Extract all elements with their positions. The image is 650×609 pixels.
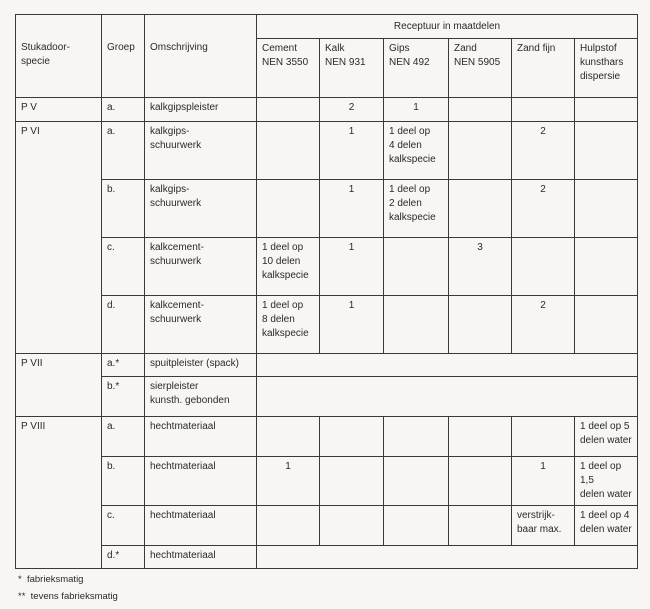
sand-fine-cell: verstrijk- baar max.	[512, 506, 575, 546]
sand-cell	[449, 506, 512, 546]
lime-cell: 1	[320, 238, 384, 296]
table-row	[16, 180, 638, 238]
description-cell: hechtmateriaal	[145, 506, 257, 546]
cement-cell: 1	[257, 457, 320, 506]
description-cell: spuitpleister (spack)	[145, 354, 257, 377]
sand-cell	[449, 98, 512, 122]
gypsum-cell	[384, 296, 449, 354]
description-cell: hechtmateriaal	[145, 457, 257, 506]
table-row	[16, 506, 638, 546]
table-row	[16, 98, 638, 122]
sand-cell	[449, 180, 512, 238]
group-cell: b.	[102, 457, 145, 506]
species-cell: P VIII	[16, 417, 102, 569]
lime-cell	[320, 457, 384, 506]
additive-cell	[575, 180, 638, 238]
description-cell: kalkgipspleister	[145, 98, 257, 122]
header-group: Groep	[102, 15, 145, 98]
cement-cell	[257, 506, 320, 546]
group-cell: a.	[102, 98, 145, 122]
recipe-span-cell	[257, 354, 638, 377]
gypsum-cell	[384, 417, 449, 457]
header-additive: Hulpstof kunsthars dispersie	[575, 39, 638, 98]
sand-fine-cell	[512, 238, 575, 296]
cement-cell	[257, 417, 320, 457]
table-row	[16, 546, 638, 569]
lime-cell: 1	[320, 180, 384, 238]
lime-cell: 1	[320, 296, 384, 354]
recipe-span-cell	[257, 546, 638, 569]
description-cell: kalkgips- schuurwerk	[145, 180, 257, 238]
gypsum-cell	[384, 457, 449, 506]
header-lime: Kalk NEN 931	[320, 39, 384, 98]
table-row	[16, 377, 638, 417]
header-sand-fine: Zand fijn	[512, 39, 575, 98]
sand-fine-cell: 1	[512, 457, 575, 506]
group-cell: d.*	[102, 546, 145, 569]
gypsum-cell	[384, 238, 449, 296]
additive-cell	[575, 98, 638, 122]
additive-cell	[575, 296, 638, 354]
sand-fine-cell	[512, 98, 575, 122]
sand-fine-cell: 2	[512, 180, 575, 238]
group-cell: b.	[102, 180, 145, 238]
table-row	[16, 457, 638, 506]
group-cell: a.	[102, 417, 145, 457]
gypsum-cell: 1 deel op 2 delen kalkspecie	[384, 180, 449, 238]
recipe-span-cell	[257, 377, 638, 417]
table-row	[16, 354, 638, 377]
header-recipe-title: Receptuur in maatdelen	[257, 15, 638, 39]
header-cement: Cement NEN 3550	[257, 39, 320, 98]
lime-cell: 1	[320, 122, 384, 180]
header-gypsum: Gips NEN 492	[384, 39, 449, 98]
lime-cell	[320, 506, 384, 546]
additive-cell: 1 deel op 4 delen water	[575, 506, 638, 546]
gypsum-cell: 1 deel op 4 delen kalkspecie	[384, 122, 449, 180]
sand-cell	[449, 457, 512, 506]
cement-cell	[257, 98, 320, 122]
table-row	[16, 122, 638, 180]
description-cell: kalkgips- schuurwerk	[145, 122, 257, 180]
additive-cell: 1 deel op 5 delen water	[575, 417, 638, 457]
description-cell: hechtmateriaal	[145, 417, 257, 457]
group-cell: a.	[102, 122, 145, 180]
header-description: Omschrijving	[145, 15, 257, 98]
sand-cell	[449, 417, 512, 457]
group-cell: c.	[102, 238, 145, 296]
cement-cell: 1 deel op 8 delen kalkspecie	[257, 296, 320, 354]
table-row	[16, 238, 638, 296]
sand-fine-cell	[512, 417, 575, 457]
cement-cell: 1 deel op 10 delen kalkspecie	[257, 238, 320, 296]
description-cell: kalkcement- schuurwerk	[145, 296, 257, 354]
group-cell: c.	[102, 506, 145, 546]
description-cell: kalkcement- schuurwerk	[145, 238, 257, 296]
additive-cell	[575, 238, 638, 296]
sand-cell	[449, 296, 512, 354]
lime-cell	[320, 417, 384, 457]
gypsum-cell	[384, 506, 449, 546]
species-cell: P V	[16, 98, 102, 122]
sand-fine-cell: 2	[512, 296, 575, 354]
sand-fine-cell: 2	[512, 122, 575, 180]
cement-cell	[257, 180, 320, 238]
header-row	[16, 15, 638, 39]
group-cell: b.*	[102, 377, 145, 417]
additive-cell: 1 deel op 1,5 delen water	[575, 457, 638, 506]
footnote-double: ** tevens fabrieksmatig	[18, 591, 118, 602]
species-cell: P VI	[16, 122, 102, 354]
additive-cell	[575, 122, 638, 180]
sand-cell: 3	[449, 238, 512, 296]
species-cell: P VII	[16, 354, 102, 417]
cement-cell	[257, 122, 320, 180]
header-species: Stukadoor- specie	[16, 15, 102, 98]
table-row	[16, 417, 638, 457]
description-cell: sierpleister kunsth. gebonden	[145, 377, 257, 417]
header-sand: Zand NEN 5905	[449, 39, 512, 98]
footnotes	[18, 571, 118, 605]
description-cell: hechtmateriaal	[145, 546, 257, 569]
group-cell: a.*	[102, 354, 145, 377]
gypsum-cell: 1	[384, 98, 449, 122]
group-cell: d.	[102, 296, 145, 354]
lime-cell: 2	[320, 98, 384, 122]
recipe-table	[15, 14, 638, 569]
table-row	[16, 296, 638, 354]
footnote-single: * fabrieksmatig	[18, 574, 84, 585]
sand-cell	[449, 122, 512, 180]
